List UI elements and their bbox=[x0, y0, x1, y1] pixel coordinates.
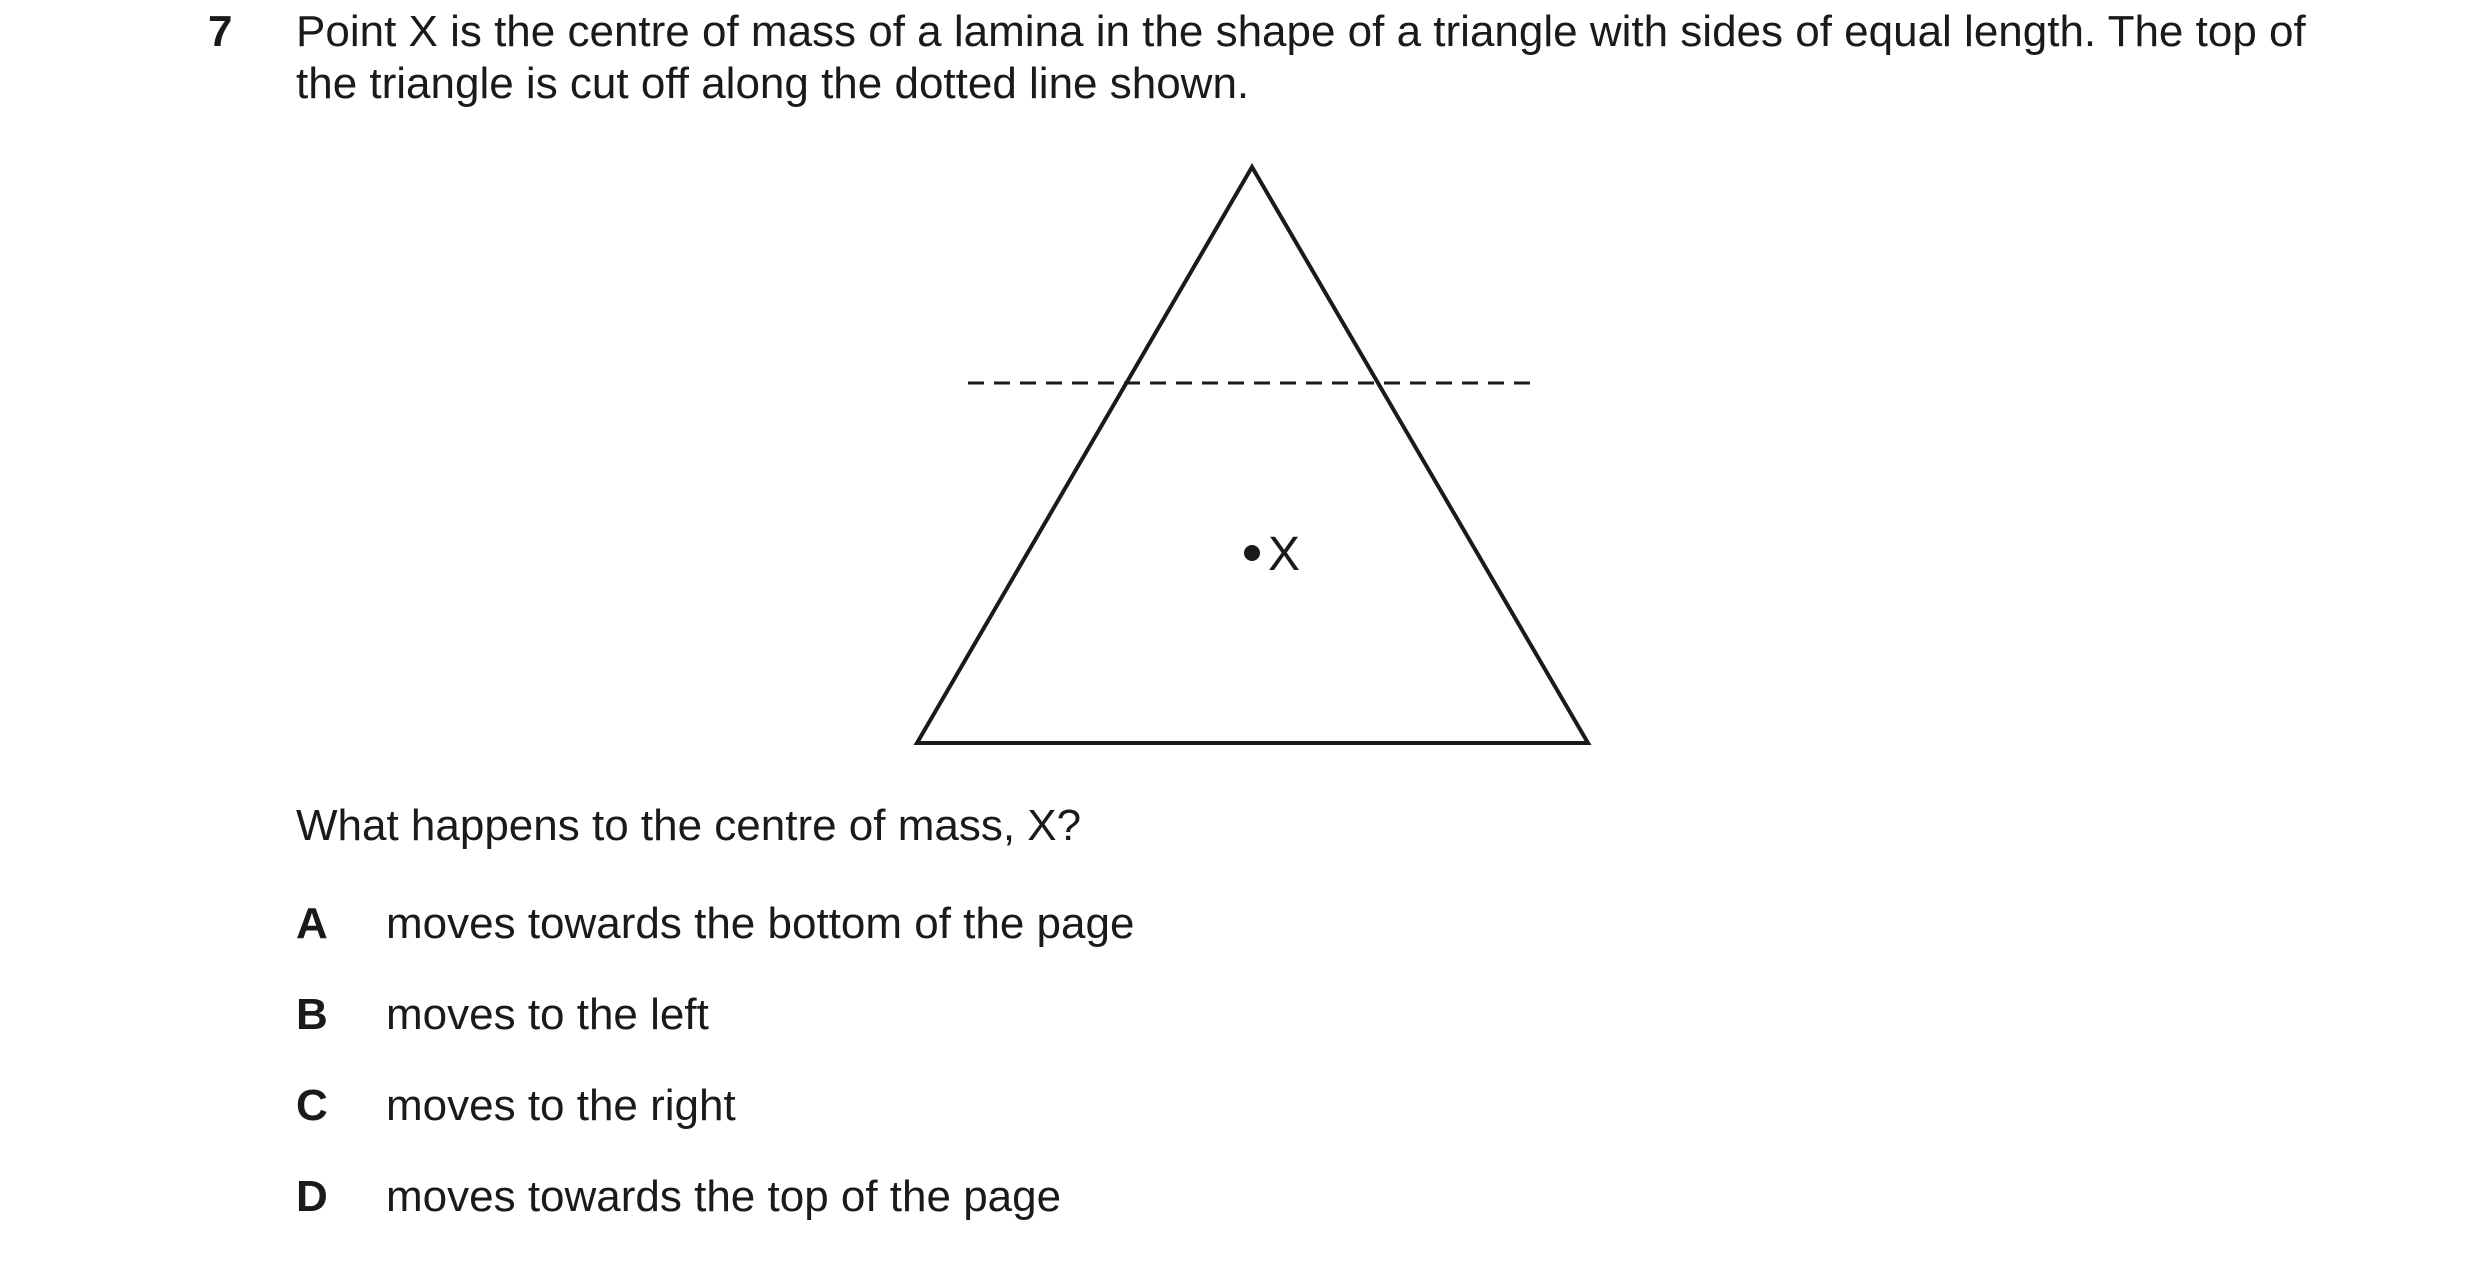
triangle-diagram bbox=[900, 160, 1600, 760]
option-letter: B bbox=[296, 990, 328, 1039]
equilateral-triangle bbox=[917, 167, 1588, 743]
point-label: X bbox=[1268, 528, 1301, 581]
answer-options bbox=[296, 898, 1134, 1262]
option-b[interactable] bbox=[296, 989, 1134, 1080]
option-c[interactable] bbox=[296, 1080, 1134, 1171]
question-stem: Point X is the centre of mass of a lamina in the shape of a triangle with sides of equal length. The top of the triangle is cut off along the dotted line shown. bbox=[296, 7, 2306, 108]
option-letter: A bbox=[296, 899, 328, 948]
option-d[interactable] bbox=[296, 1171, 1134, 1262]
option-a[interactable] bbox=[296, 898, 1134, 989]
option-letter: C bbox=[296, 1081, 328, 1130]
triangle-figure bbox=[900, 160, 1600, 760]
question-number: 7 bbox=[208, 7, 233, 56]
option-text: moves to the right bbox=[386, 1081, 736, 1130]
option-text: moves towards the bottom of the page bbox=[386, 899, 1135, 948]
centre-of-mass-point bbox=[1244, 545, 1260, 561]
option-text: moves towards the top of the page bbox=[386, 1172, 1062, 1221]
option-letter: D bbox=[296, 1172, 328, 1221]
question-prompt: What happens to the centre of mass, X? bbox=[296, 801, 1082, 850]
option-text: moves to the left bbox=[386, 990, 709, 1039]
